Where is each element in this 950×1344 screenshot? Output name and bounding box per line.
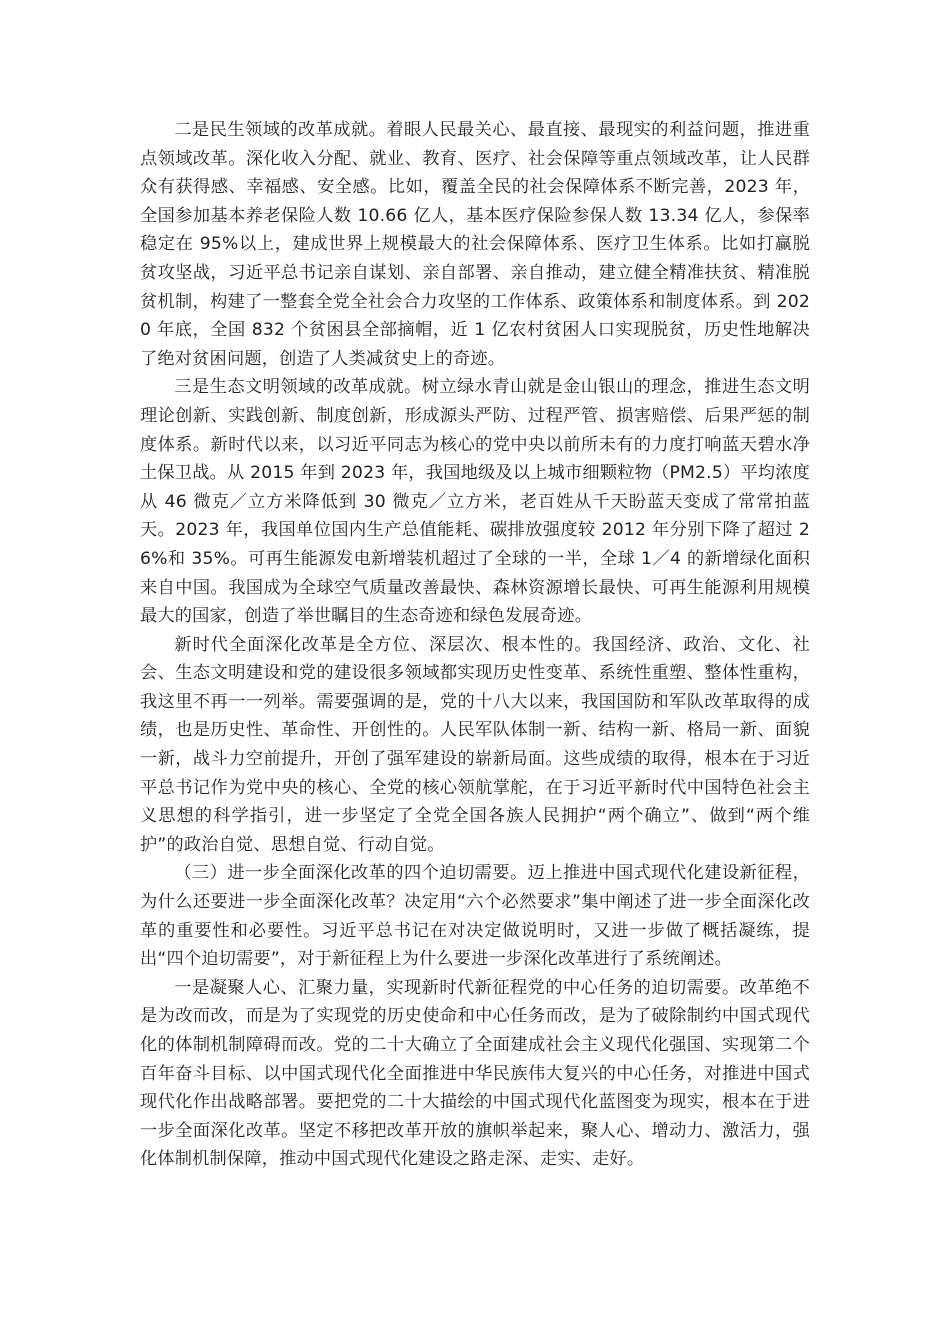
paragraph-four-urgent-needs: （三）进一步全面深化改革的四个迫切需要。迈上推进中国式现代化建设新征程，为什么还要进一步全面深化改革？决定用“六个必然要求”集中阐述了进一步全面深化改革的重要性和必要性。习近平总书记在对决定做说明时，又进一步做了概括凝练，提出“四个迫切需要”，对于新征程上为什么要进一步深化改革进行了系统阐述。 <box>140 863 810 970</box>
paragraph-comprehensive-reform: 新时代全面深化改革是全方位、深层次、根本性的。我国经济、政治、文化、社会、生态文明建设和党的建设很多领域都实现历史性变革、系统性重塑、整体性重构，我这里不再一一列举。需要强调的是，党的十八大以来，我国国防和军队改革取得的成绩，也是历史性、革命性、开创性的。人民军队体制一新、结构一新、格局一新、面貌一新，战斗力空前提升，开创了强军建设的崭新局面。这些成绩的取得，根本在于习近平总书记作为党中央的核心、全党的核心领航掌舵，在于习近平新时代中国特色社会主义思想的科学指引，进一步坚定了全党全国各族人民拥护“两个确立”、做到“两个维护”的政治自觉、思想自觉、行动自觉。 <box>140 634 810 855</box>
paragraph-livelihood-reform: 二是民生领域的改革成就。着眼人民最关心、最直接、最现实的利益问题，推进重点领域改革。深化收入分配、就业、教育、医疗、社会保障等重点领域改革，让人民群众有获得感、幸福感、安全感。比如，覆盖全民的社会保障体系不断完善，2023 年，全国参加基本养老保险人数 10.66 亿人，基本医疗保险参保人数 13.34 亿人，参保率稳定在 95%以上，建成世界上规模最大的社会保障体系、医疗卫生体系。比如打赢脱贫攻坚战，习近平总书记亲自谋划、亲自部署、亲自推动，建立健全精准扶贫、精准脱贫机制，构建了一整套全党全社会合力攻坚的工作体系、政策体系和制度体系。到 2020 年底，全国 832 个贫困县全部摘帽，近 1 亿农村贫困人口实现脱贫，历史性地解决了绝对贫困问题，创造了人类减贫史上的奇迹。 <box>140 120 810 369</box>
paragraph-ecological-reform: 三是生态文明领域的改革成就。树立绿水青山就是金山银山的理念，推进生态文明理论创新、实践创新、制度创新，形成源头严防、过程严管、损害赔偿、后果严惩的制度体系。新时代以来，以习近平同志为核心的党中央以前所未有的力度打响蓝天碧水净土保卫战。从 2015 年到 2023 年，我国地级及以上城市细颗粒物（PM2.5）平均浓度从 46 微克／立方米降低到 30 微克／立方米，老百姓从千天盼蓝天变成了常常拍蓝天。2023 年，我国单位国内生产总值能耗、碳排放强度较 2012 年分别下降了超过 26%和 35%。可再生能源发电新增装机超过了全球的一半，全球 1／4 的新增绿化面积来自中国。我国成为全球空气质量改善最快、森林资源增长最快、可再生能源利用规模最大的国家，创造了举世瞩目的生态奇迹和绿色发展奇迹。 <box>140 377 810 627</box>
paragraph-first-urgent-need: 一是凝聚人心、汇聚力量，实现新时代新征程党的中心任务的迫切需要。改革绝不是为改而改，而是为了实现党的历史使命和中心任务而改，是为了破除制约中国式现代化的体制机制障碍而改。党的二十大确立了全面建成社会主义现代化强国、实现第二个百年奋斗目标、以中国式现代化全面推进中华民族伟大复兴的中心任务，对推进中国式现代化作出战略部署。要把党的二十大描绘的中国式现代化蓝图变为现实，根本在于进一步全面深化改革。坚定不移把改革开放的旗帜举起来，聚人心、增动力、激活力，强化体制机制保障，推动中国式现代化建设之路走深、走实、走好。 <box>140 977 810 1170</box>
